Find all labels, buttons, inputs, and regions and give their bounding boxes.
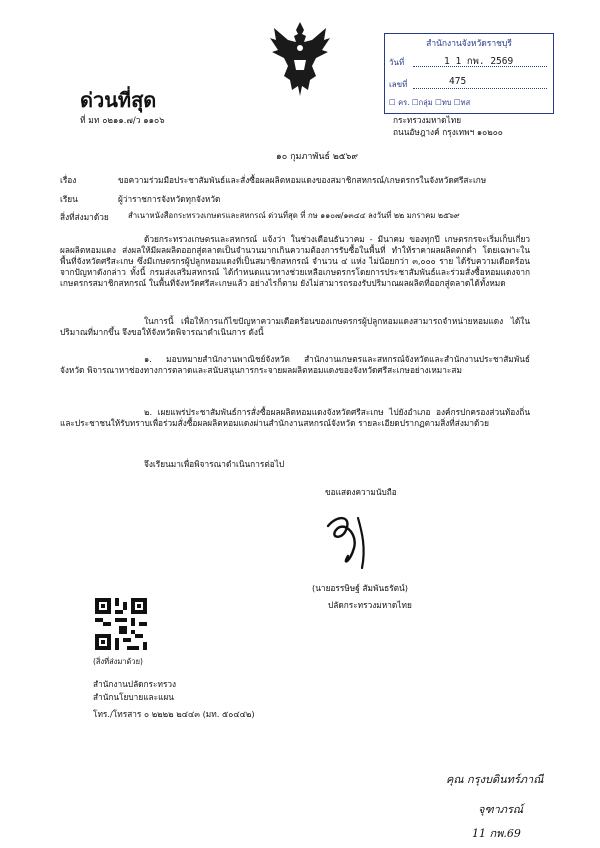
stamp-checkboxes: ☐ คร. ☐กลุ่ม ☐ทบ ☐ทส — [389, 98, 471, 107]
handwritten-note-3: 11 กพ.69 — [472, 827, 521, 840]
closing-line: จึงเรียนมาเพื่อพิจารณาดำเนินการต่อไป — [144, 459, 285, 469]
signatory-name: (นายอรรษิษฐ์ สัมพันธรัตน์) — [312, 583, 408, 593]
body-paragraph-2: ในการนี้ เพื่อให้การแก้ไขปัญหาความเดือดร้อนของเกษตรกรผู้ปลูกหอมแดงสามารถจำหน่ายหอมแดง ได้ในปริมาณที่มากขึ้น จึงขอให้จังหวัดพิจารณาดำเนินการ ดังนี้ — [60, 316, 530, 337]
signatory-title: ปลัดกระทรวงมหาดไทย — [328, 600, 412, 610]
department-division: สำนักนโยบายและแผน — [93, 692, 174, 702]
action-item-2: ๒. เผยแพร่ประชาสัมพันธ์การสั่งซื้อผลผลิตหอมแดงจังหวัดศรีสะเกษ ไปยังอำเภอ องค์กรปกครองส่วนท้องถิ่น และประชาชนให้รับทราบเพื่อร่วมสั่งซื้อผลผลิตหอมแดงผ่านสำนักงานสหกรณ์จังหวัด รายละเอียดปรากฏตามสิ่งที่ส่งมาด้วย — [60, 407, 530, 428]
stamp-number-line — [413, 88, 547, 89]
stamp-number-row — [389, 78, 549, 91]
ministry-address-2: ถนนอัษฎางค์ กรุงเทพฯ ๑๐๒๐๐ — [393, 127, 503, 137]
urgency-label: ด่วนที่สุด — [80, 88, 157, 112]
department-office: สำนักงานปลัดกระทรวง — [93, 679, 177, 689]
handwritten-note-2: จุฑาภรณ์ — [478, 803, 524, 816]
signature-mark — [318, 508, 388, 578]
enclosure-label: สิ่งที่ส่งมาด้วย — [60, 212, 109, 222]
body-paragraph-1: ด้วยกระทรวงเกษตรและสหกรณ์ แจ้งว่า ในช่วงเดือนธันวาคม - มีนาคม ของทุกปี เกษตรกรจะเริ่มเก็บเกี่ยวผลผลิตหอมแดง ส่งผลให้มีผลผลิตออกสู่ตลาดเป็นจำนวนมากเกินความต้องการรับซื้อในพื้นที่ ทำให้ราคาผลผลิตตกต่ำ โดยเฉพาะในพื้นที่จังหวัดศรีสะเกษ ซึ่งมีเกษตรกรผู้ปลูกหอมแดงที่เป็นสมาชิกสหกรณ์ จำนวน ๔ แห่ง ไม่น้อยกว่า ๓,๐๐๐ ราย ได้รับความเดือดร้อนจากปัญหาดังกล่าว ทั้งนี้ กรมส่งเสริมสหกรณ์ ได้กำหนดแนวทางช่วยเหลือเกษตรกรโดยการประชาสัมพันธ์และร่วมสั่งซื้อหอมแดงจากเกษตรกรสมาชิกสหกรณ์ ในพื้นที่จังหวัดศรีสะเกษแล้ว อย่างไรก็ตาม ยังไม่สามารถรองรับปริมาณผลผลิตที่ออกสู่ตลาดได้ทั้งหมด — [60, 234, 530, 288]
subject-value: ขอความร่วมมือประชาสัมพันธ์และสั่งซื้อผลผลิตหอมแดงของสมาชิกสหกรณ์/เกษตรกรในจังหวัดศรีสะเกษ — [118, 175, 487, 185]
stamp-number-label: เลขที่ — [389, 80, 408, 89]
regards-line: ขอแสดงความนับถือ — [325, 487, 397, 497]
received-stamp — [384, 33, 554, 114]
document-date: ๑๐ กุมภาพันธ์ ๒๕๖๙ — [276, 152, 358, 162]
ministry-address-1: กระทรวงมหาดไทย — [393, 115, 462, 125]
subject-label: เรื่อง — [60, 175, 77, 185]
action-item-1: ๑. มอบหมายสำนักงานพาณิชย์จังหวัด สำนักงานเกษตรและสหกรณ์จังหวัดและสำนักงานประชาสัมพันธ์จังหวัด พิจารณาหาช่องทางการตลาดและสนับสนุนการกระจายผลผลิตหอมแดงของจังหวัดศรีสะเกษอย่างเหมาะสม — [60, 354, 530, 375]
contact-phone: โทร./โทรสาร ๐ ๒๒๒๒ ๒๔๔๓ (มท. ๕๐๔๔๒) — [93, 709, 255, 719]
stamp-office: สำนักงานจังหวัดราชบุรี — [426, 39, 512, 49]
to-value: ผู้ว่าราชการจังหวัดทุกจังหวัด — [118, 194, 221, 204]
garuda-emblem — [268, 20, 332, 98]
stamp-date-label: วันที่ — [389, 58, 405, 67]
qr-caption: (สิ่งที่ส่งมาด้วย) — [93, 657, 143, 666]
qr-code-icon — [95, 598, 147, 650]
stamp-number-value: 475 — [449, 76, 467, 87]
book-number: ที่ มท ๐๒๑๑.๗/ว ๑๑๐๖ — [80, 116, 165, 126]
handwritten-note-1: คุณ กรุงบดินทร์ภาณี — [446, 773, 544, 786]
stamp-date-value: 1 1 กพ. 2569 — [444, 56, 514, 67]
enclosure-value: สำเนาหนังสือกระทรวงเกษตรและสหกรณ์ ด่วนที่สุด ที่ กษ ๑๑๐๗/๑๓๔๔ ลงวันที่ ๒๒ มกราคม ๒๕๖๙ — [128, 211, 460, 220]
to-label: เรียน — [60, 194, 78, 204]
stamp-date-row — [389, 56, 549, 69]
stamp-date-line — [413, 66, 547, 67]
